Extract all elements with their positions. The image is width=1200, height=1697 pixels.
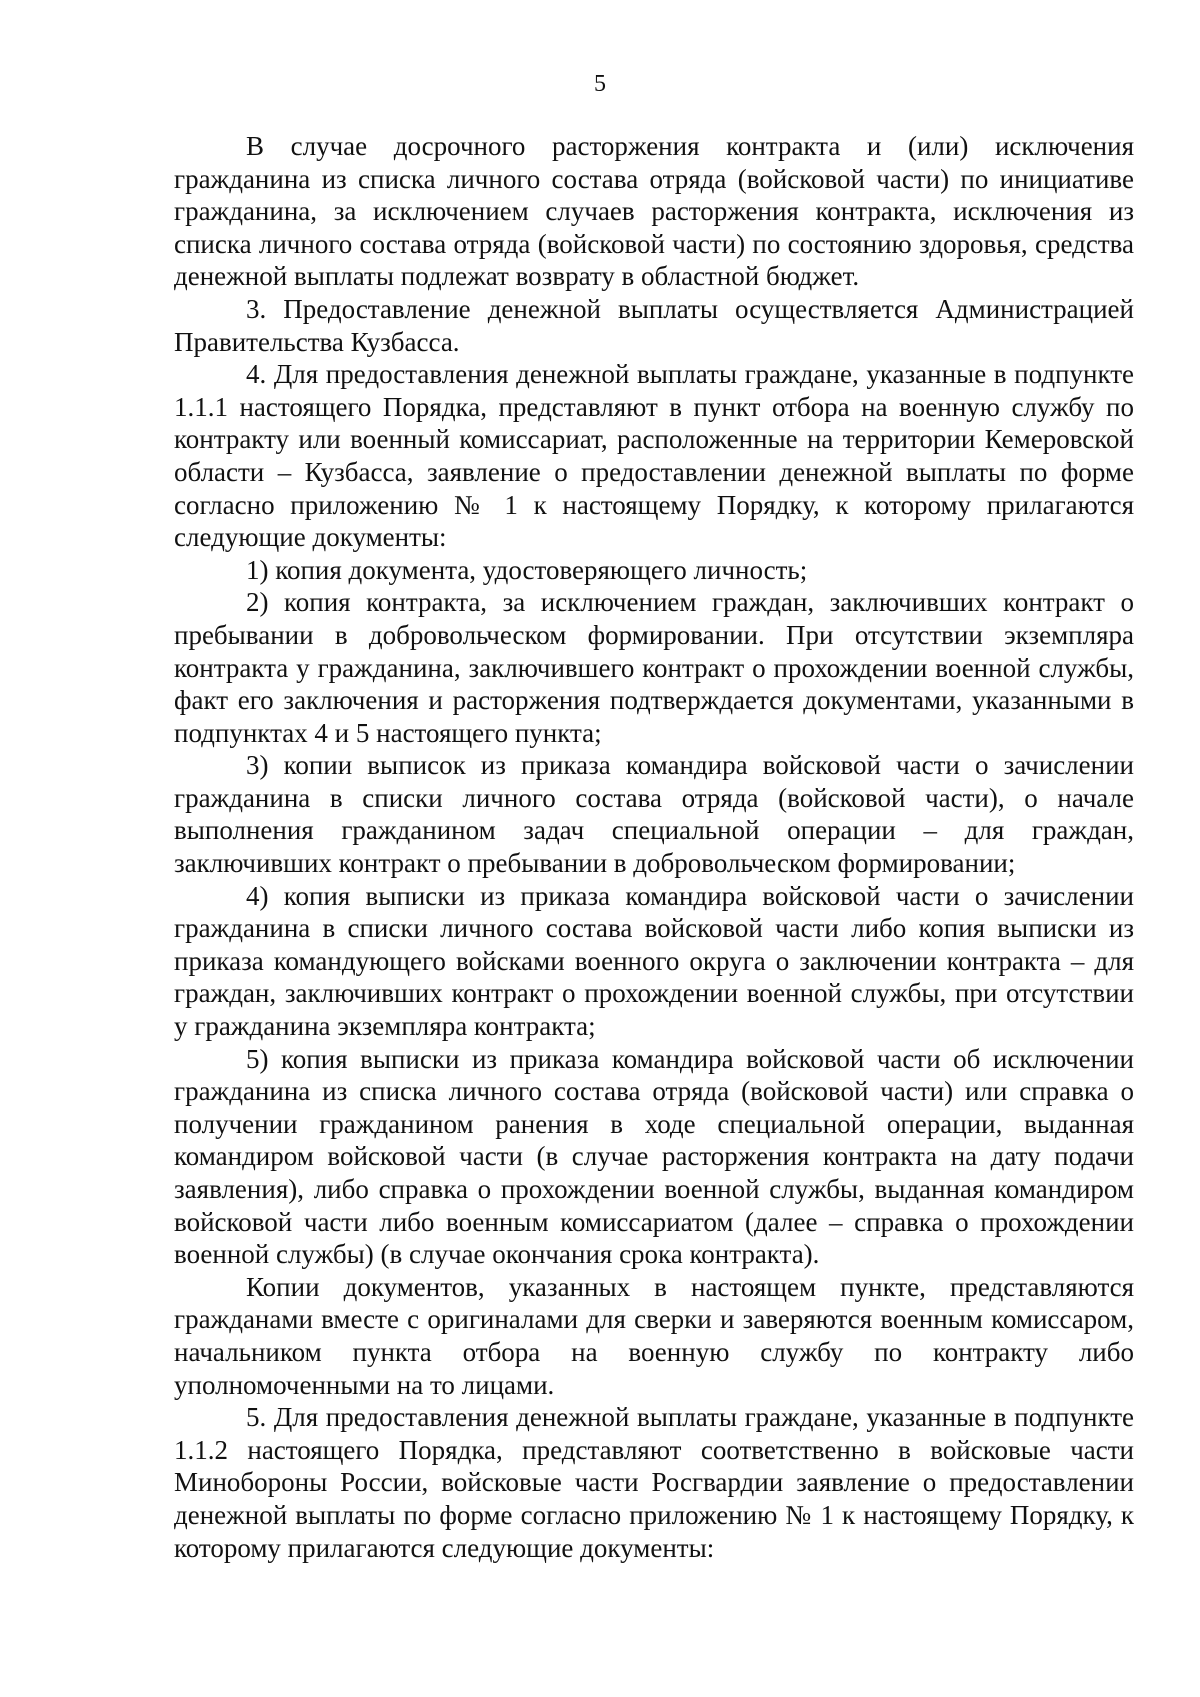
paragraph-item-5: 5. Для предоставления денежной выплаты граждане, указанные в подпункте 1.1.2 настоящего Порядка, представляют соответственно в войсковые части Минобороны России, войсковые части Росгвардии заявление о предоставлении денежной выплаты по форме согласно приложению № 1 к настоящему Порядку, к которому прилагаются следующие документы: (174, 1402, 1134, 1563)
page-number: 5 (594, 71, 606, 97)
paragraph-item-3: 3. Предоставление денежной выплаты осуществляется Администрацией Правительства Кузбасса. (174, 293, 1134, 357)
document-body (174, 130, 1134, 1564)
paragraph-subitem-5: 5) копия выписки из приказа командира войсковой части об исключении гражданина из списка личного состава отряда (войсковой части) или справка о получении гражданином ранения в ходе специальной операции, выданная командиром войсковой части (в случае расторжения контракта на дату подачи заявления), либо справка о прохождении военной службы, выданная командиром войсковой части либо военным комиссариатом (далее – справка о прохождении военной службы) (в случае окончания срока контракта). (174, 1043, 1134, 1270)
paragraph-subitem-4: 4) копия выписки из приказа командира войсковой части о зачислении гражданина в списки личного состава войсковой части либо копия выписки из приказа командующего войсками военного округа о заключении контракта – для граждан, заключивших контракт о прохождении военной службы, при отсутствии у гражданина экземпляра контракта; (174, 880, 1134, 1042)
paragraph-early-termination: В случае досрочного расторжения контракта и (или) исключения гражданина из списка личного состава отряда (войсковой части) по инициативе гражданина, за исключением случаев расторжения контракта, исключения из списка личного состава отряда (войсковой части) по состоянию здоровья, средства денежной выплаты подлежат возврату в областной бюджет. (174, 131, 1134, 292)
paragraph-subitem-3: 3) копии выписок из приказа командира войсковой части о зачислении гражданина в списки личного состава отряда (войсковой части), о начале выполнения гражданином задач специальной операции – для граждан, заключивших контракт о пребывании в добровольческом формировании; (174, 750, 1134, 879)
paragraph-item-4: 4. Для предоставления денежной выплаты граждане, указанные в подпункте 1.1.1 настоящего Порядка, представляют в пункт отбора на военную службу по контракту или военный комиссариат, расположенные на территории Кемеровской области – Кузбасса, заявление о предоставлении денежной выплаты по форме согласно приложению № 1 к настоящему Порядку, к которому прилагаются следующие документы: (174, 359, 1134, 553)
paragraph-subitem-1: 1) копия документа, удостоверяющего личность; (246, 554, 808, 585)
paragraph-copies-note: Копии документов, указанных в настоящем пункте, представляются гражданами вместе с оригиналами для сверки и заверяются военным комиссаром, начальником пункта отбора на военную службу по контракту либо уполномоченными на то лицами. (174, 1271, 1134, 1400)
paragraph-subitem-2: 2) копия контракта, за исключением граждан, заключивших контракт о пребывании в добровольческом формировании. При отсутствии экземпляра контракта у гражданина, заключившего контракт о прохождении военной службы, факт его заключения и расторжения подтверждается документами, указанными в подпунктах 4 и 5 настоящего пункта; (174, 587, 1134, 748)
